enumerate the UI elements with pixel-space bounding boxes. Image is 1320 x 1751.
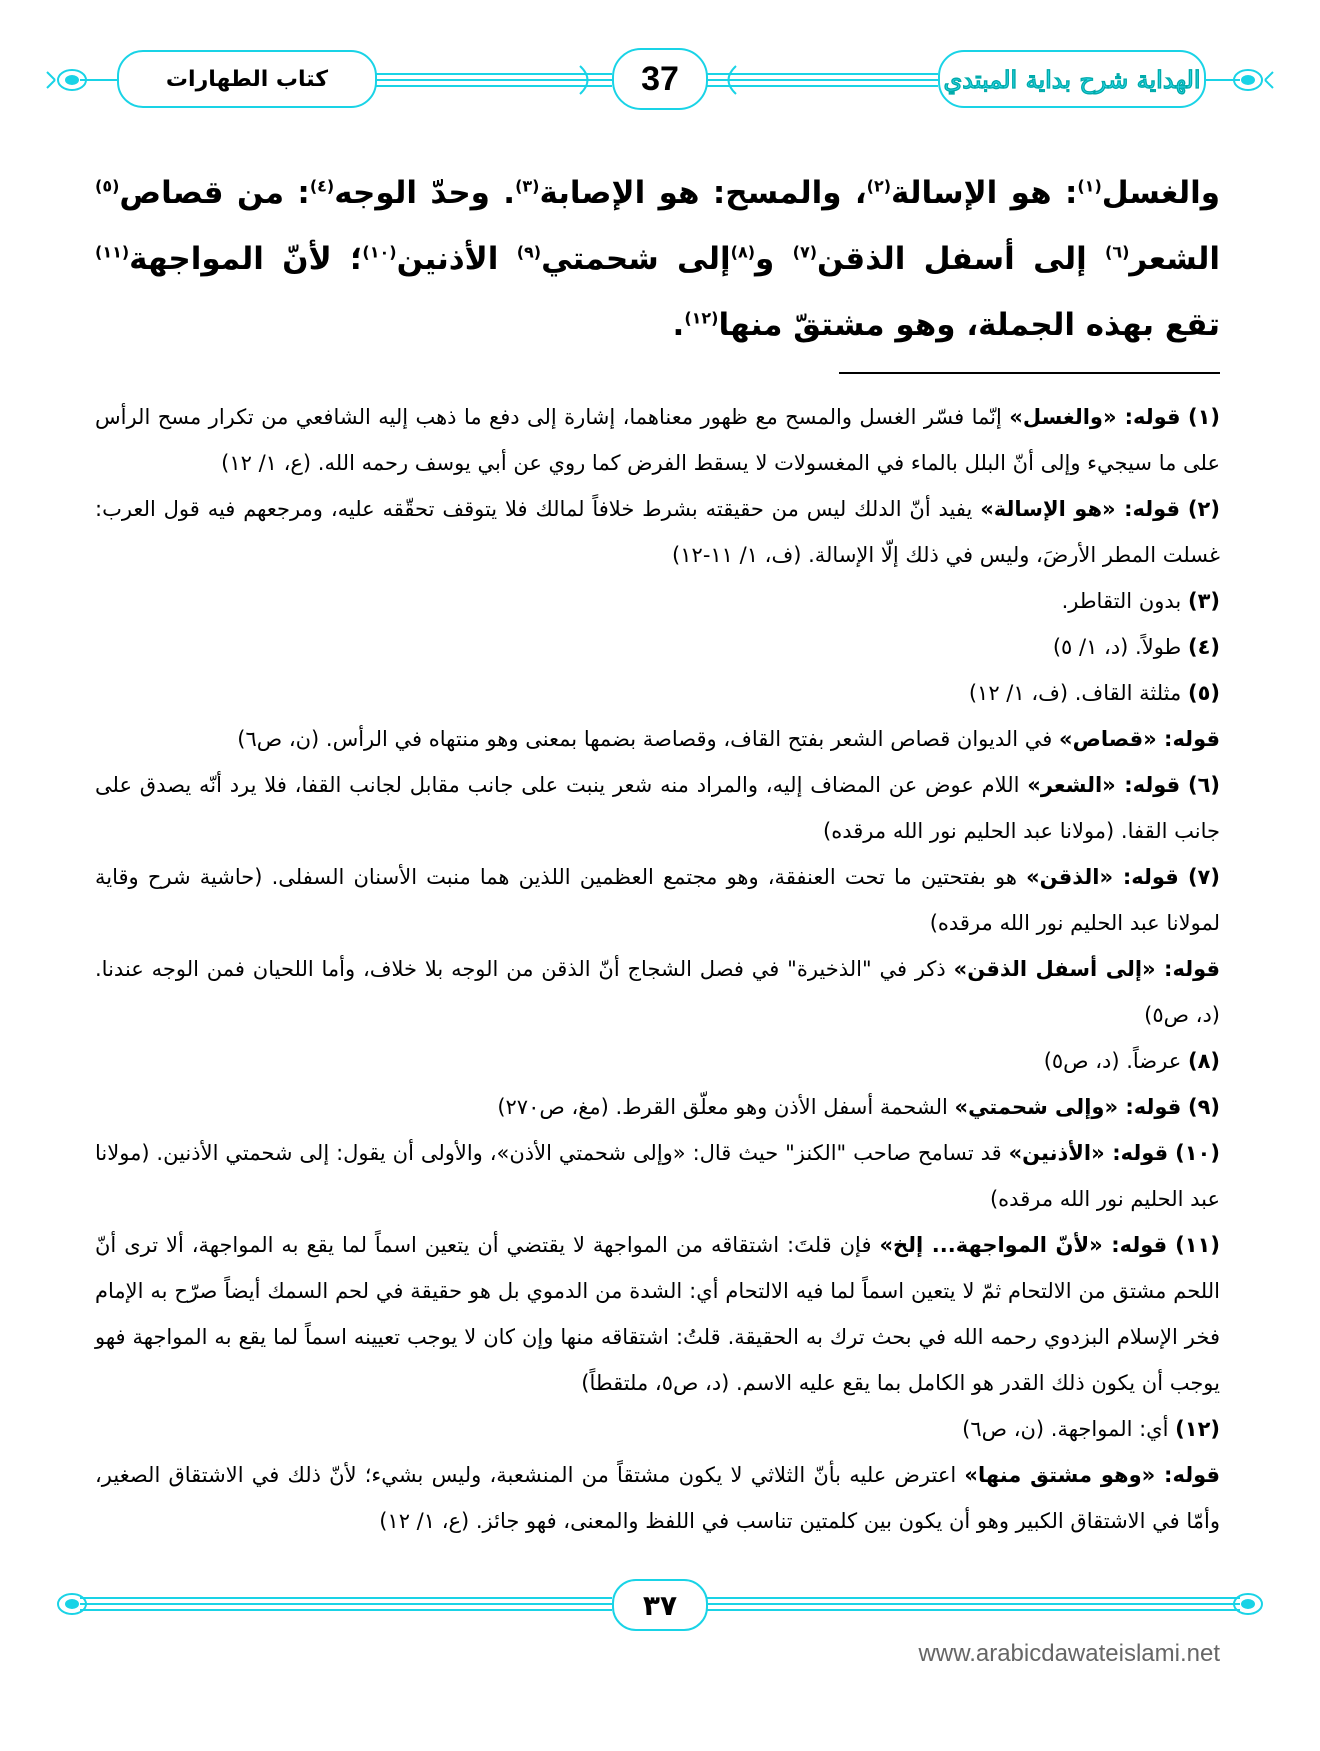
footnote-marker: (٣) [515,176,540,196]
footnote [95,1084,1220,1130]
footnote-text: في الديوان قصاص الشعر بفتح القاف، وقصاصة بضمها بمعنى وهو منتهاه في الرأس. (ن، ص٦) [237,727,1053,751]
page-body [95,0,1220,1698]
footnote-text: مثلثة القاف. (ف، ١/ ١٢) [968,681,1182,705]
footnote-label: قوله: «وهو مشتق منها» [964,1463,1220,1487]
footnote [95,854,1220,946]
main-text-segment: : هو الإسالة [891,175,1078,211]
footnote [95,762,1220,854]
footnote-text: قد تسامح صاحب "الكنز" حيث قال: «وإلى شحمتي الأذن»، والأولى أن يقول: إلى شحمتي الأذنين. (مولانا عبد الحليم نور الله مرقده) [95,1141,1220,1211]
main-text-segment: الشعر [1129,241,1220,277]
footnote-marker: (٦) [1105,242,1130,262]
footnotes [95,394,1220,1544]
footnote [95,1222,1220,1406]
footnote-label: قوله: «لأنّ المواجهة... إلخ» [879,1233,1168,1257]
footnote-marker: (٢) [866,176,892,196]
main-text-segment: ، والمسح: هو الإصابة [539,175,867,211]
footnote-text: عرضاً. (د، ص٥) [1043,1049,1182,1073]
footnote-number: (١٢) [1175,1417,1220,1441]
footnote-label: قوله: «الأذنين» [1008,1141,1169,1165]
main-text-segment: ؛ لأنّ المواجهة [129,241,363,277]
footnote [95,578,1220,624]
footer [0,1574,1320,1634]
footnote [95,716,1220,762]
website-url: www.arabicdawateislami.net [918,1640,1220,1667]
main-text-segment: إلى أسفل الذقن [817,241,1106,277]
footnote-text: فإن قلتَ: اشتقاقه من المواجهة لا يقتضي أن يتعين اسماً لما يقع به المواجهة، ألا ترى أنّ اللحم مشتق من الالتحام ثمّ لا يتعين اسماً لما فيه الالتحام أي: الشدة من الدموي بل هو حقيقة في لحم السمك أيضاً صرّح به الإمام فخر الإسلام البزدوي رحمه الله في بحث ترك به الحقيقة. قلتُ: اشتقاقه منها وإن كان لا يوجب تعيينه اسماً لما يقع به المواجهة فهو يوجب أن يكون ذلك القدر هو الكامل بما يقع عليه الاسم. (د، ص٥، ملتقطاً) [95,1233,1220,1395]
footnote-marker: (٥) [95,176,120,196]
footnote-label: قوله: «وإلى شحمتي» [954,1095,1182,1119]
footnote-text: بدون التقاطر. [1061,589,1182,613]
footnote [95,1130,1220,1222]
footnote-marker: (٩) [516,242,542,262]
footnote-number: (٢) [1187,497,1220,521]
footnote [95,394,1220,486]
footnote-marker: (١١) [95,242,130,262]
footnote-number: (٤) [1187,635,1220,659]
main-text-segment: . وحدّ الوجه [334,175,516,211]
footnote-number: (٩) [1187,1095,1220,1119]
footnote [95,624,1220,670]
footnote-marker: (١) [1077,176,1102,196]
footnote-text: الشحمة أسفل الأذن وهو معلّق القرط. (مغ، ص٢٧٠) [497,1095,948,1119]
footnote-text: إنّما فسّر الغسل والمسح مع ظهور معناهما، إشارة إلى دفع ما ذهب إليه الشافعي من تكرار مسح الرأس على ما سيجيء وإلى أنّ البلل بالماء في المغسولات لا يسقط الفرض كما روي عن أبي يوسف رحمه الله. (ع، ١/ ١٢) [95,405,1220,475]
chapter-title: كتاب الطهارات [117,50,377,108]
footnote-label: قوله: «الذقن» [1026,865,1179,889]
footnote [95,1406,1220,1452]
main-text-segment: والغسل [1101,175,1220,211]
footnote-text: اللام عوض عن المضاف إليه، والمراد منه شعر ينبت على جانب مقابل لجانب القفا، فلا يرد أنّه يصدق على جانب القفا. (مولانا عبد الحليم نور الله مرقده) [95,773,1220,843]
footnote-text: يفيد أنّ الدلك ليس من حقيقته بشرط خلافاً لمالك فلا يتوقف تحقّقه عليه، ومرجعهم فيه قول العرب: غسلت المطر الأرضَ، وليس في ذلك إلّا الإسالة. (ف، ١/ ١١-١٢) [95,497,1220,567]
footnote-number: (١٠) [1175,1141,1220,1165]
main-text-segment: تقع بهذه الجملة، وهو مشتقّ منها [718,307,1220,343]
footnote-number: (٥) [1187,681,1220,705]
book-logo: الهداية شرح بداية المبتدي [938,50,1206,108]
url-row [95,1634,1220,1698]
footnote-separator [839,372,1220,374]
main-text [95,160,1220,358]
footnote [95,1452,1220,1544]
footnote [95,1038,1220,1084]
footnote-number: (١١) [1175,1233,1220,1257]
footnote-number: (١) [1187,405,1220,429]
footnote-label: قوله: «الشعر» [1027,773,1181,797]
main-text-segment: . [672,307,685,343]
footnote-label: قوله: «إلى أسفل الذقن» [953,957,1220,981]
footnote-text: اعترض عليه بأنّ الثلاثي لا يكون مشتقاً من المنشعبة، وليس بشيء؛ لأنّ ذلك في الاشتقاق الصغير، وأمّا في الاشتقاق الكبير وهو أن يكون بين كلمتين تناسب في اللفظ والمعنى، فهو جائز. (ع، ١/ ١٢) [95,1463,1220,1533]
footnote [95,670,1220,716]
main-text-segment: و [755,241,793,277]
main-text-segment: : من قصاص [119,175,310,211]
footer-page-number: ٣٧ [612,1579,708,1631]
footnote [95,486,1220,578]
footnote-text: ذكر في "الذخيرة" في فصل الشجاج أنّ الذقن من الوجه بلا خلاف، وأما اللحيان فمن الوجه عندنا. (د، ص٥) [95,957,1220,1027]
footnote-number: (٨) [1187,1049,1220,1073]
main-text-segment: الأذنين [396,241,517,277]
main-text-segment: إلى شحمتي [541,241,731,277]
page-number: 37 [612,48,708,110]
footnote-number: (٦) [1187,773,1220,797]
footnote-text: طولاً. (د، ١/ ٥) [1052,635,1182,659]
footnote-marker: (٨) [730,242,756,262]
footnote [95,946,1220,1038]
footnote-number: (٧) [1187,865,1220,889]
footnote-number: (٣) [1187,589,1220,613]
footnote-marker: (١٠) [362,242,397,262]
footnote-text: أي: المواجهة. (ن، ص٦) [962,1417,1169,1441]
footnote-label: قوله: «هو الإسالة» [980,497,1181,521]
footnote-text: هو بفتحتين ما تحت العنفقة، وهو مجتمع العظمين اللذين هما منبت الأسنان السفلى. (حاشية شرح وقاية لمولانا عبد الحليم نور الله مرقده) [95,865,1220,935]
footnote-marker: (٧) [792,242,818,262]
footnote-label: قوله: «والغسل» [1009,405,1181,429]
footnote-marker: (٤) [309,176,335,196]
footnote-label: قوله: «قصاص» [1059,727,1220,751]
footnote-marker: (١٢) [684,308,719,328]
